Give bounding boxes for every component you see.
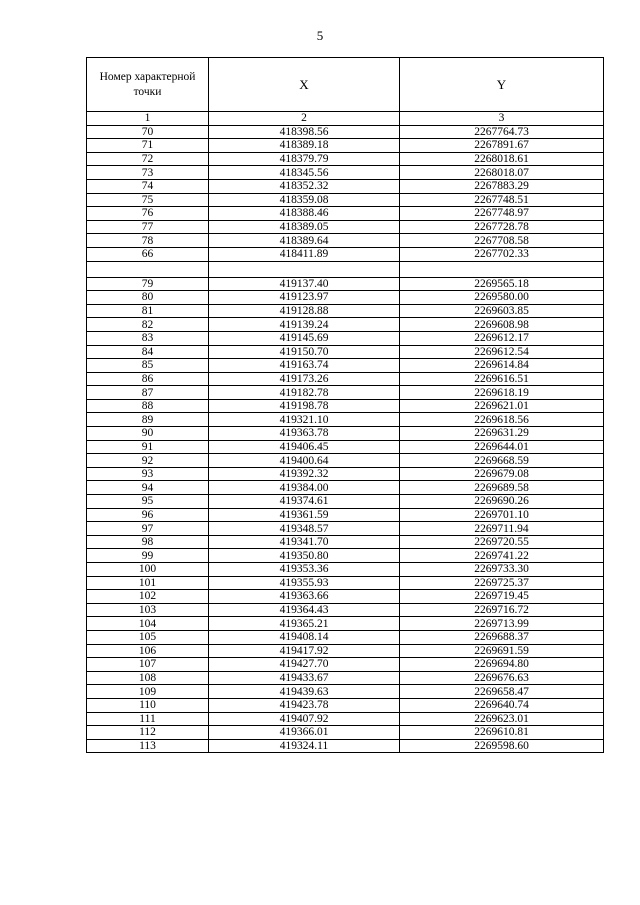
table-row [87, 508, 604, 522]
y-cell: 2267708.58 [400, 234, 604, 248]
y-cell: 2269691.59 [400, 644, 604, 658]
point-number-cell: 98 [87, 535, 209, 549]
point-number-cell: 97 [87, 522, 209, 536]
x-cell: 419363.78 [209, 427, 400, 441]
x-cell: 419348.57 [209, 522, 400, 536]
point-number-cell: 108 [87, 671, 209, 685]
table-row [87, 739, 604, 753]
point-number-cell: 80 [87, 291, 209, 305]
y-cell: 2267748.97 [400, 207, 604, 221]
x-cell: 419163.74 [209, 359, 400, 373]
x-cell: 419427.70 [209, 658, 400, 672]
y-cell: 2269580.00 [400, 291, 604, 305]
coordinates-table [86, 57, 604, 753]
point-number-cell: 109 [87, 685, 209, 699]
y-cell: 2269640.74 [400, 698, 604, 712]
table-row [87, 590, 604, 604]
x-cell: 419439.63 [209, 685, 400, 699]
point-number-cell: 92 [87, 454, 209, 468]
x-cell: 418388.46 [209, 207, 400, 221]
point-number-cell: 72 [87, 152, 209, 166]
y-cell: 2269612.17 [400, 331, 604, 345]
point-number-cell: 79 [87, 277, 209, 291]
point-number-cell: 112 [87, 726, 209, 740]
point-number-cell: 111 [87, 712, 209, 726]
table-row [87, 345, 604, 359]
point-number-cell: 96 [87, 508, 209, 522]
point-number-cell: 99 [87, 549, 209, 563]
y-cell: 2269614.84 [400, 359, 604, 373]
point-number-cell: 81 [87, 304, 209, 318]
x-cell: 419128.88 [209, 304, 400, 318]
table-row [87, 630, 604, 644]
table-row [87, 139, 604, 153]
y-cell: 2269720.55 [400, 535, 604, 549]
point-number-cell: 95 [87, 495, 209, 509]
x-cell: 418352.32 [209, 179, 400, 193]
point-number-cell: 101 [87, 576, 209, 590]
point-number-cell: 106 [87, 644, 209, 658]
table-row [87, 535, 604, 549]
point-number-cell: 89 [87, 413, 209, 427]
x-cell: 419355.93 [209, 576, 400, 590]
x-cell: 418398.56 [209, 125, 400, 139]
x-cell: 418411.89 [209, 247, 400, 261]
x-cell: 418389.05 [209, 220, 400, 234]
table-row [87, 671, 604, 685]
x-cell: 419365.21 [209, 617, 400, 631]
y-cell: 2269644.01 [400, 440, 604, 454]
point-number-cell: 87 [87, 386, 209, 400]
point-number-cell: 76 [87, 207, 209, 221]
table-group-2 [87, 277, 604, 753]
y-cell: 2267702.33 [400, 247, 604, 261]
spacer-cell [209, 261, 400, 277]
column-number-row [87, 112, 604, 126]
table-row [87, 291, 604, 305]
y-cell: 2269621.01 [400, 399, 604, 413]
y-cell: 2269618.19 [400, 386, 604, 400]
table-row [87, 166, 604, 180]
point-number-cell: 74 [87, 179, 209, 193]
point-number-cell: 85 [87, 359, 209, 373]
table-row [87, 220, 604, 234]
x-cell: 419173.26 [209, 372, 400, 386]
table-row [87, 125, 604, 139]
table-row [87, 467, 604, 481]
point-number-cell: 73 [87, 166, 209, 180]
point-number-cell: 86 [87, 372, 209, 386]
header-x: X [209, 58, 400, 112]
page-number: 5 [316, 28, 324, 43]
table-row [87, 179, 604, 193]
x-cell: 419400.64 [209, 454, 400, 468]
table-row [87, 304, 604, 318]
table-row [87, 359, 604, 373]
table-spacer [87, 261, 604, 277]
point-number-cell: 90 [87, 427, 209, 441]
x-cell: 419364.43 [209, 603, 400, 617]
table-row [87, 563, 604, 577]
x-cell: 419321.10 [209, 413, 400, 427]
y-cell: 2269668.59 [400, 454, 604, 468]
table-row [87, 617, 604, 631]
table-row [87, 495, 604, 509]
y-cell: 2269694.80 [400, 658, 604, 672]
x-cell: 418389.64 [209, 234, 400, 248]
x-cell: 419350.80 [209, 549, 400, 563]
point-number-cell: 110 [87, 698, 209, 712]
x-cell: 419366.01 [209, 726, 400, 740]
y-cell: 2269623.01 [400, 712, 604, 726]
point-number-cell: 75 [87, 193, 209, 207]
spacer-cell [87, 261, 209, 277]
point-number-cell: 100 [87, 563, 209, 577]
table-row [87, 658, 604, 672]
y-cell: 2269725.37 [400, 576, 604, 590]
y-cell: 2269688.37 [400, 630, 604, 644]
table-row [87, 372, 604, 386]
y-cell: 2267883.29 [400, 179, 604, 193]
x-cell: 419341.70 [209, 535, 400, 549]
x-cell: 419324.11 [209, 739, 400, 753]
x-cell: 419392.32 [209, 467, 400, 481]
table-row [87, 712, 604, 726]
x-cell: 419363.66 [209, 590, 400, 604]
y-cell: 2269610.81 [400, 726, 604, 740]
x-cell: 419182.78 [209, 386, 400, 400]
x-cell: 418389.18 [209, 139, 400, 153]
point-number-cell: 70 [87, 125, 209, 139]
point-number-cell: 82 [87, 318, 209, 332]
y-cell: 2269711.94 [400, 522, 604, 536]
y-cell: 2269689.58 [400, 481, 604, 495]
table-row [87, 193, 604, 207]
point-number-cell: 107 [87, 658, 209, 672]
y-cell: 2269733.30 [400, 563, 604, 577]
table-row [87, 522, 604, 536]
x-cell: 419384.00 [209, 481, 400, 495]
point-number-cell: 83 [87, 331, 209, 345]
y-cell: 2269603.85 [400, 304, 604, 318]
point-number-cell: 71 [87, 139, 209, 153]
table-row [87, 413, 604, 427]
x-cell: 418345.56 [209, 166, 400, 180]
table-row [87, 603, 604, 617]
x-cell: 419417.92 [209, 644, 400, 658]
spacer-row [87, 261, 604, 277]
point-number-cell: 103 [87, 603, 209, 617]
table-row [87, 207, 604, 221]
table-row [87, 399, 604, 413]
table-row [87, 247, 604, 261]
y-cell: 2267728.78 [400, 220, 604, 234]
y-cell: 2269716.72 [400, 603, 604, 617]
point-number-cell: 94 [87, 481, 209, 495]
x-cell: 419407.92 [209, 712, 400, 726]
column-number-1: 1 [87, 112, 209, 126]
header-y: Y [400, 58, 604, 112]
y-cell: 2269741.22 [400, 549, 604, 563]
y-cell: 2269612.54 [400, 345, 604, 359]
point-number-cell: 88 [87, 399, 209, 413]
y-cell: 2269631.29 [400, 427, 604, 441]
table-row [87, 481, 604, 495]
spacer-cell [400, 261, 604, 277]
y-cell: 2269713.99 [400, 617, 604, 631]
table-row [87, 549, 604, 563]
y-cell: 2268018.61 [400, 152, 604, 166]
point-number-cell: 77 [87, 220, 209, 234]
y-cell: 2267748.51 [400, 193, 604, 207]
y-cell: 2269608.98 [400, 318, 604, 332]
header-point-number: Номер характерной точки [87, 58, 209, 112]
x-cell: 419374.61 [209, 495, 400, 509]
y-cell: 2269598.60 [400, 739, 604, 753]
x-cell: 419353.36 [209, 563, 400, 577]
x-cell: 418379.79 [209, 152, 400, 166]
x-cell: 419198.78 [209, 399, 400, 413]
y-cell: 2269679.08 [400, 467, 604, 481]
table-row [87, 427, 604, 441]
x-cell: 419406.45 [209, 440, 400, 454]
point-number-cell: 104 [87, 617, 209, 631]
point-number-cell: 105 [87, 630, 209, 644]
x-cell: 419361.59 [209, 508, 400, 522]
y-cell: 2269690.26 [400, 495, 604, 509]
y-cell: 2269618.56 [400, 413, 604, 427]
y-cell: 2268018.07 [400, 166, 604, 180]
table-row [87, 440, 604, 454]
point-number-cell: 113 [87, 739, 209, 753]
x-cell: 419123.97 [209, 291, 400, 305]
x-cell: 419139.24 [209, 318, 400, 332]
table-row [87, 277, 604, 291]
table-row [87, 685, 604, 699]
table-row [87, 454, 604, 468]
table-row [87, 644, 604, 658]
y-cell: 2267891.67 [400, 139, 604, 153]
table-row [87, 152, 604, 166]
x-cell: 418359.08 [209, 193, 400, 207]
table-group-1 [87, 125, 604, 261]
point-number-cell: 91 [87, 440, 209, 454]
table-row [87, 726, 604, 740]
y-cell: 2269616.51 [400, 372, 604, 386]
y-cell: 2269719.45 [400, 590, 604, 604]
header-row [87, 58, 604, 112]
table-row [87, 234, 604, 248]
x-cell: 419137.40 [209, 277, 400, 291]
table-row [87, 331, 604, 345]
table-row [87, 386, 604, 400]
y-cell: 2269658.47 [400, 685, 604, 699]
table-row [87, 576, 604, 590]
x-cell: 419423.78 [209, 698, 400, 712]
point-number-cell: 84 [87, 345, 209, 359]
y-cell: 2269565.18 [400, 277, 604, 291]
column-number-2: 2 [209, 112, 400, 126]
x-cell: 419433.67 [209, 671, 400, 685]
y-cell: 2267764.73 [400, 125, 604, 139]
table-row [87, 698, 604, 712]
point-number-cell: 78 [87, 234, 209, 248]
x-cell: 419150.70 [209, 345, 400, 359]
x-cell: 419408.14 [209, 630, 400, 644]
point-number-cell: 66 [87, 247, 209, 261]
table-row [87, 318, 604, 332]
point-number-cell: 93 [87, 467, 209, 481]
y-cell: 2269676.63 [400, 671, 604, 685]
point-number-cell: 102 [87, 590, 209, 604]
y-cell: 2269701.10 [400, 508, 604, 522]
column-number-3: 3 [400, 112, 604, 126]
x-cell: 419145.69 [209, 331, 400, 345]
